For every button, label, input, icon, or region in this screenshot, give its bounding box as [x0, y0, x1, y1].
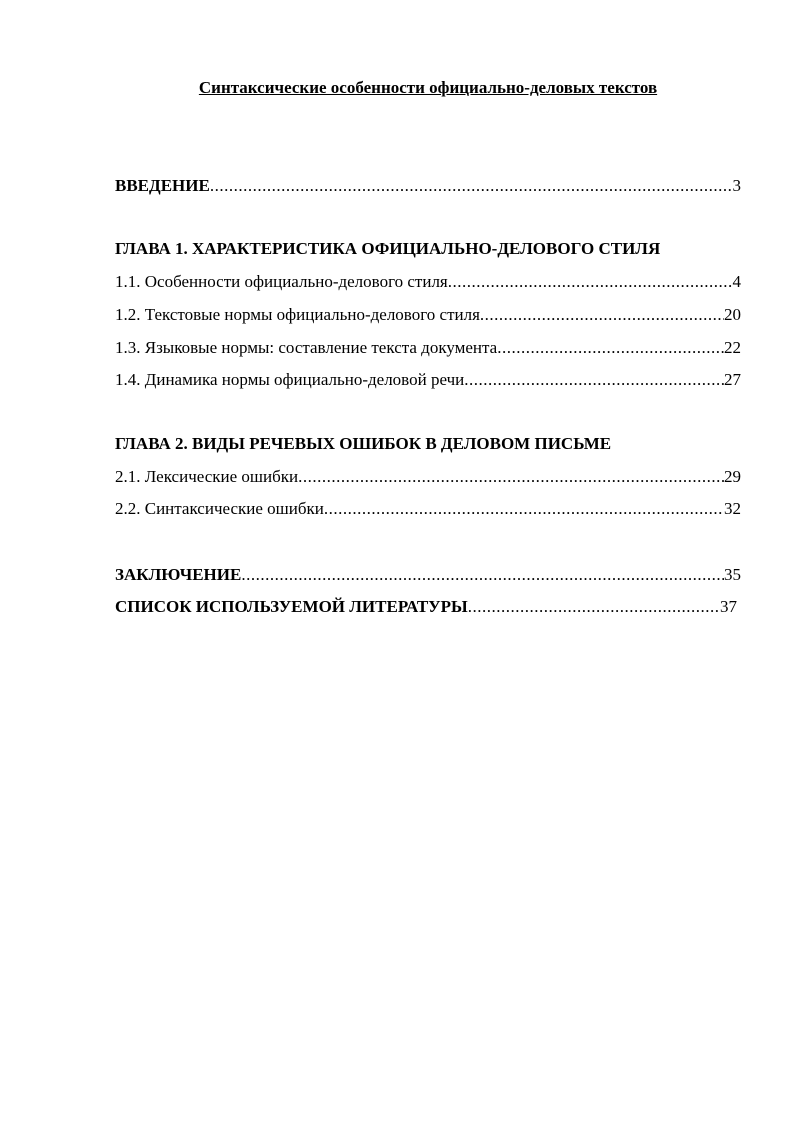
toc-entry-2-2 [115, 498, 741, 520]
toc-page-number: 32 [724, 499, 741, 518]
toc-entry-2-1 [115, 466, 741, 488]
toc-entry-label: ВВЕДЕНИЕ [115, 176, 210, 195]
dot-leader [298, 466, 724, 488]
toc-entry-label: СПИСОК ИСПОЛЬЗУЕМОЙ ЛИТЕРАТУРЫ [115, 597, 468, 616]
chapter-1-heading: ГЛАВА 1. ХАРАКТЕРИСТИКА ОФИЦИАЛЬНО-ДЕЛОВОГО СТИЛЯ [115, 239, 661, 258]
chapter-2-heading: ГЛАВА 2. ВИДЫ РЕЧЕВЫХ ОШИБОК В ДЕЛОВОМ ПИСЬМЕ [115, 434, 612, 453]
toc-page-number: 27 [724, 370, 741, 389]
document-title: Синтаксические особенности официально-деловых текстов [198, 78, 658, 97]
toc-entry-label: 1.4. Динамика нормы официально-деловой речи [115, 370, 465, 389]
toc-page-number: 22 [724, 338, 741, 357]
dot-leader [480, 304, 724, 326]
toc-page-number: 3 [732, 176, 741, 195]
toc-entry-label: 1.3. Языковые нормы: составление текста документа [115, 338, 498, 357]
toc-page-number: 20 [724, 305, 741, 324]
toc-entry-1-4 [115, 369, 741, 391]
toc-entry-1-1 [115, 271, 741, 293]
toc-entry-label: ЗАКЛЮЧЕНИЕ [115, 565, 242, 584]
toc-entry-conclusion [115, 564, 741, 586]
dot-leader [210, 175, 733, 197]
toc-entry-label: 1.2. Текстовые нормы официально-делового стиля [115, 305, 480, 324]
dot-leader [324, 498, 724, 520]
toc-entry-label: 2.2. Синтаксические ошибки [115, 499, 324, 518]
dot-leader [468, 596, 720, 618]
toc-page-number: 35 [724, 565, 741, 584]
toc-entry-label: 1.1. Особенности официально-делового стиля [115, 272, 448, 291]
toc-entry-label: 2.1. Лексические ошибки [115, 467, 299, 486]
dot-leader [497, 337, 724, 359]
toc-entry-introduction [115, 175, 741, 197]
dot-leader [464, 369, 724, 391]
toc-entry-1-3 [115, 337, 741, 359]
toc-page-number: 29 [724, 467, 741, 486]
toc-page-number: 4 [732, 272, 741, 291]
toc-entry-1-2 [115, 304, 741, 326]
dot-leader [448, 271, 733, 293]
toc-entry-bibliography [115, 596, 737, 618]
dot-leader [241, 564, 724, 586]
toc-page-number: 37 [720, 597, 737, 616]
